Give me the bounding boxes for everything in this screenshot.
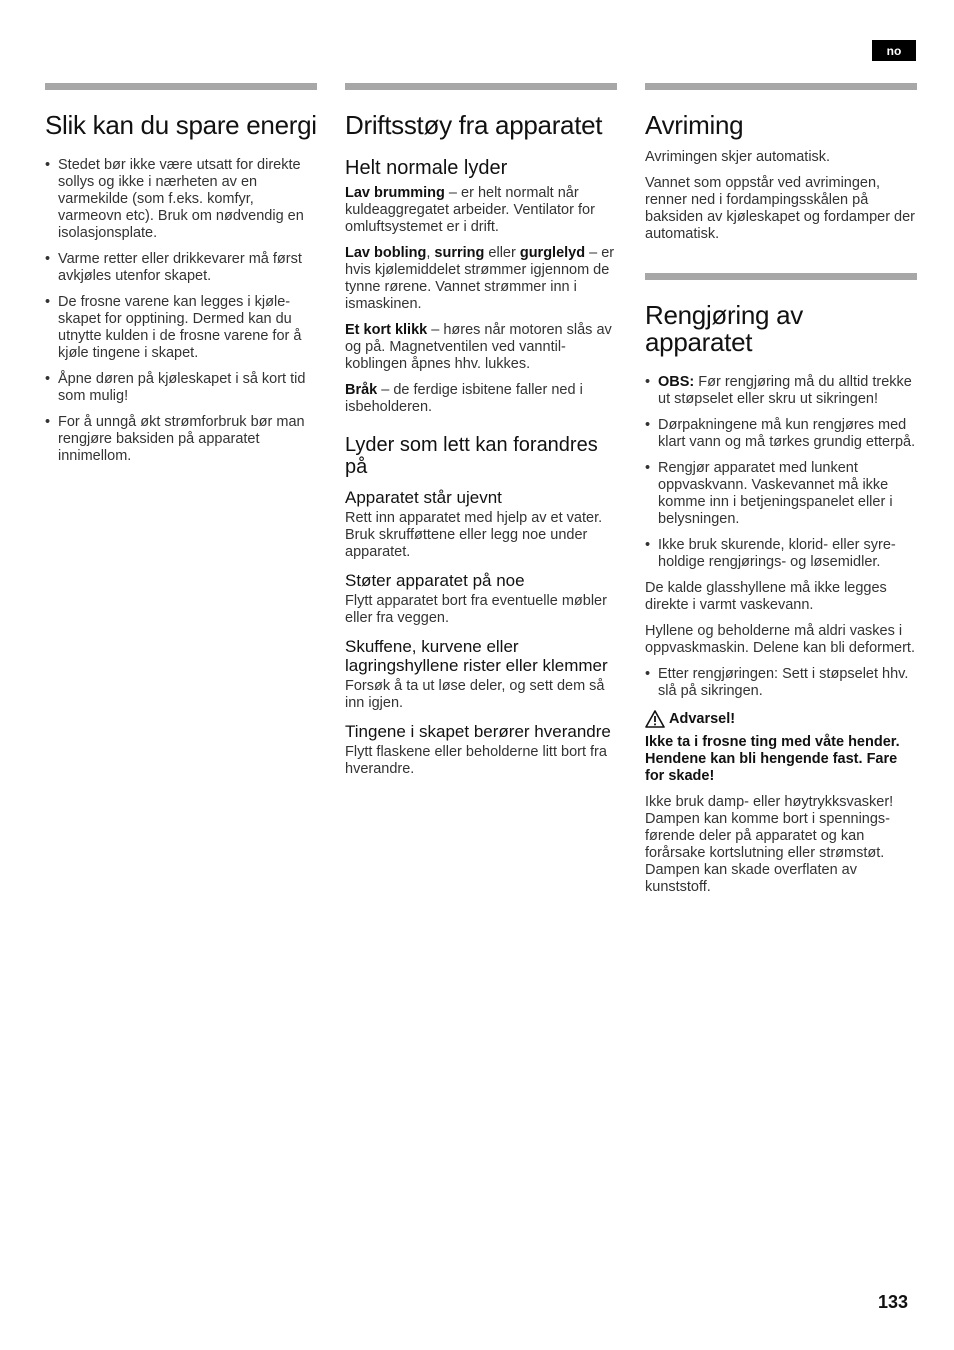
cleaning-list (645, 374, 917, 571)
list-item: • Åpne døren på kjøleskapet i så kort tid som mulig! (45, 371, 317, 405)
energy-list (45, 157, 317, 465)
defrost-cleaning-section (645, 83, 917, 905)
list-item: • De frosne varene kan legges i kjøle-skapet for opptining. Dermed kan du utnytte kulden i de frosne varene for å kjøle tingene i skapet. (45, 294, 317, 362)
list-item: • Etter rengjøringen: Sett i støpselet hhv. slå på sikringen. (645, 666, 917, 700)
paragraph: De kalde glasshyllene må ikke legges direkte i varmt vaskevann. (645, 580, 887, 613)
list-item: • OBS: Før rengjøring må du alltid trekke ut støpselet eller skru ut sikringen! (645, 374, 917, 408)
list-item: • For å unngå økt strømforbruk bør man rengjøre baksiden på apparatet innimellom. (45, 414, 317, 465)
noise-section (345, 83, 617, 787)
paragraph: Avrimingen skjer automatisk. (645, 149, 831, 165)
changeable-sounds-heading: Lyder som lett kan forandres på (345, 434, 598, 478)
list-item: • Ikke bruk skurende, klorid- eller syre-holdige rengjørings- og løsemidler. (645, 537, 917, 571)
warning-bold-text: Ikke ta i frosne ting med våte hender. Hendene kan bli hengende fast. Fare for skade! (645, 734, 900, 784)
paragraph: Lav brumming – er helt normalt når kuldeaggregatet arbeider. Ventilator for omluftsystemet er i drift. (345, 185, 595, 235)
page-number: 133 (877, 1292, 908, 1312)
warning-heading (645, 710, 917, 728)
paragraph: Forsøk å ta ut løse deler, og sett dem så inn igjen. (345, 678, 605, 711)
paragraph: Flytt apparatet bort fra eventuelle møbler eller fra veggen. (345, 593, 607, 626)
energy-title: Slik kan du spare energi (45, 110, 317, 140)
section-rule (345, 83, 617, 90)
section-rule (45, 83, 317, 90)
energy-section (45, 83, 317, 474)
paragraph: Hyllene og beholderne må aldri vaskes i oppvaskmaskin. Delene kan bli deformert. (645, 623, 915, 656)
section-rule (645, 83, 917, 90)
subheading: Tingene i skapet berører hverandre (345, 722, 611, 741)
language-badge: no (872, 40, 916, 61)
after-cleaning-list (645, 666, 917, 700)
paragraph: Rett inn apparatet med hjelp av et vater. Bruk skrufføttene eller legg noe under apparatet. (345, 510, 603, 560)
subheading: Apparatet står ujevnt (345, 488, 502, 507)
cleaning-title: Rengjøring av apparatet (645, 300, 803, 357)
section-rule (645, 273, 917, 280)
list-item: • Dørpakningene må kun rengjøres med klart vann og må tørkes grundig etterpå. (645, 417, 917, 451)
list-item: • Rengjør apparatet med lunkent oppvaskvann. Vaskevannet må ikke komme inn i betjeningspanelet eller i belysningen. (645, 460, 917, 528)
paragraph: Vannet som oppstår ved avrimingen, renner ned i fordampingsskålen på baksiden av kjøleskapet og fordamper der automatisk. (645, 175, 916, 242)
paragraph: Bråk – de ferdige isbitene faller ned i isbeholderen. (345, 382, 583, 415)
warning-icon (645, 710, 665, 728)
paragraph: Lav bobling, surring eller gurglelyd – er hvis kjølemiddelet strømmer igjennom de tynne rørene. Vannet strømmer inn i ismaskinen. (345, 245, 615, 312)
subheading: Skuffene, kurvene eller lagringshyllene rister eller klemmer (345, 637, 608, 675)
normal-sounds-heading: Helt normale lyder (345, 157, 508, 179)
subheading: Støter apparatet på noe (345, 571, 525, 590)
defrost-title: Avriming (645, 110, 744, 140)
paragraph: Flytt flaskene eller beholderne litt bort fra hverandre. (345, 744, 607, 777)
list-item: • Varme retter eller drikkevarer må først avkjøles utenfor skapet. (45, 251, 317, 285)
paragraph: Ikke bruk damp- eller høytrykksvasker! Dampen kan komme bort i spennings-førende deler på apparatet og kan forårsake kortslutning eller strømstøt. Dampen kan skade overflaten av kunststoff. (645, 794, 894, 895)
paragraph: Et kort klikk – høres når motoren slås av og på. Magnetventilen ved vanntil-koblingen åpnes hhv. lukkes. (345, 322, 612, 372)
warning-label: Advarsel! (669, 711, 736, 727)
list-item: • Stedet bør ikke være utsatt for direkte sollys og ikke i nærheten av en varmekilde (som f.eks. komfyr, varmeovn etc). Bruk om nødvendig en isolasjonsplate. (45, 157, 317, 242)
noise-title: Driftsstøy fra apparatet (345, 110, 603, 140)
